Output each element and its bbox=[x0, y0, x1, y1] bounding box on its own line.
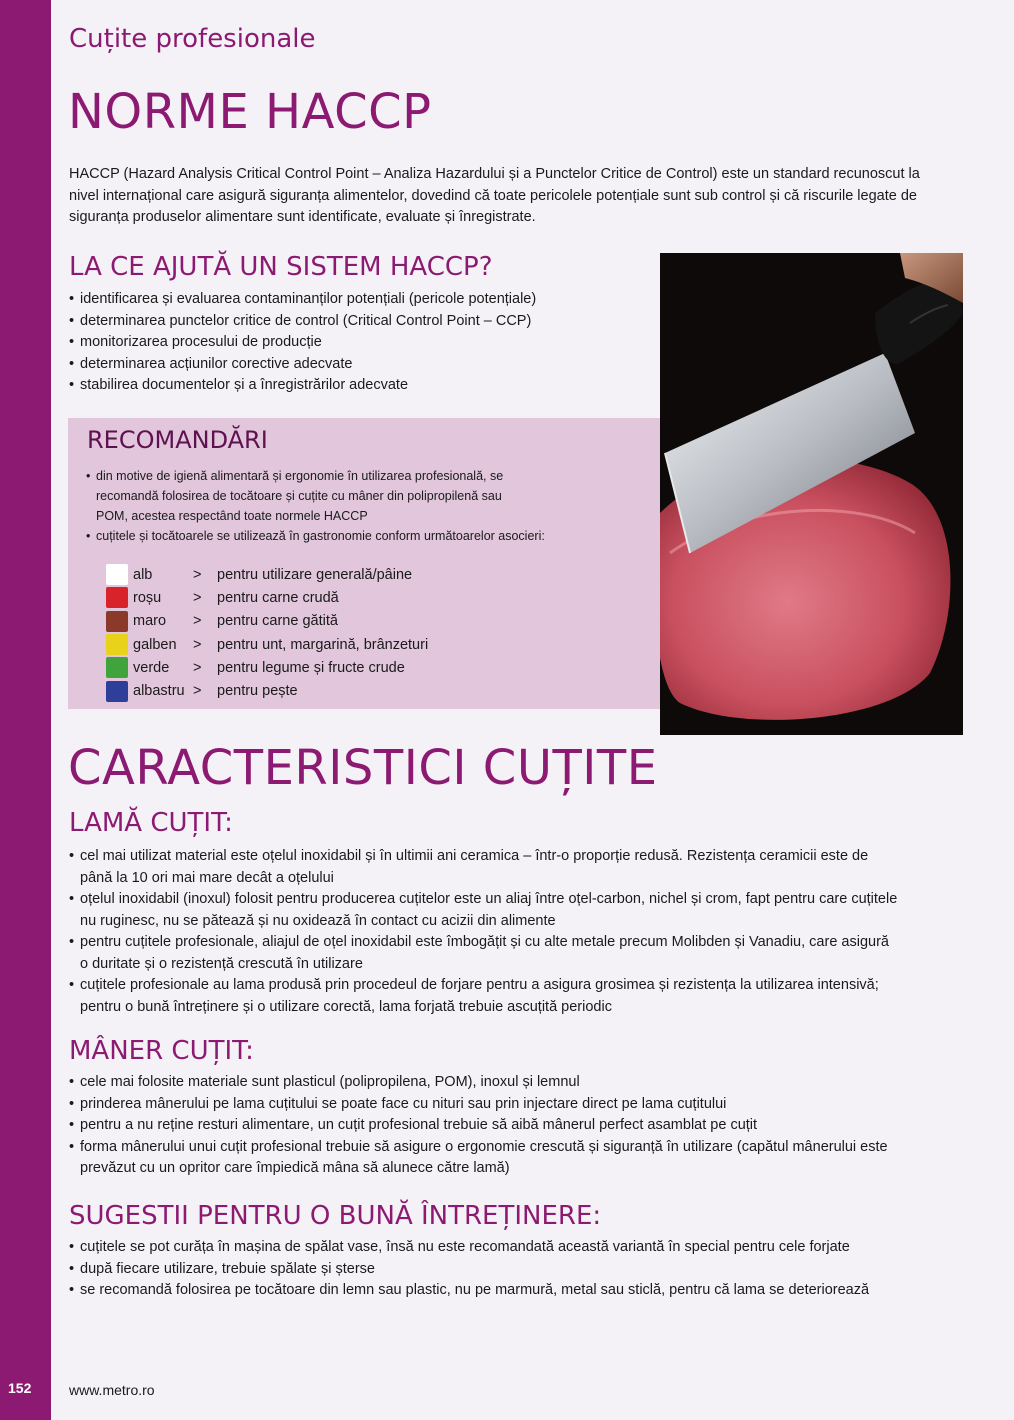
list-item: • stabilirea documentelor și a înregistrărilor adecvate bbox=[69, 375, 659, 397]
care-list bbox=[69, 1237, 949, 1302]
handle-title: MÂNER CUȚIT: bbox=[69, 1036, 254, 1066]
page-number: 152 bbox=[8, 1380, 32, 1396]
recommendation-item: • din motive de igienă alimentară și ergonomie în utilizarea profesională, se recomandă folosirea de tocătoare și cuțite cu mâner din polipropilenă sau POM, acestea respectând toate normele HACCP bbox=[86, 466, 536, 526]
color-swatch-icon bbox=[106, 634, 128, 655]
list-item: • prinderea mânerului pe lama cuțitului se poate face cu nituri sau prin injectare direct pe lama cuțitului bbox=[69, 1094, 899, 1116]
list-item: • oțelul inoxidabil (inoxul) folosit pentru producerea cuțitelor este un aliaj între oțel-carbon, nichel și crom, fapt pentru care cuțitele nu ruginesc, nu se pătează și nu oxidează în contact cu acizii din alimente bbox=[69, 889, 899, 932]
color-swatch-icon bbox=[106, 611, 128, 632]
color-code-row bbox=[106, 679, 428, 702]
color-use: pentru carne crudă bbox=[217, 589, 339, 606]
color-name: roșu bbox=[133, 589, 162, 606]
blade-title: LAMĂ CUȚIT: bbox=[69, 808, 233, 838]
color-arrow: > bbox=[193, 566, 202, 583]
list-item: • pentru cuțitele profesionale, aliajul de oțel inoxidabil este îmbogățit și cu alte metale precum Molibden și Vanadiu, care asigură o duritate și o rezistență crescută în utilizare bbox=[69, 932, 899, 975]
knife-meat-illustration bbox=[660, 253, 963, 735]
color-use: pentru legume și fructe crude bbox=[217, 659, 405, 676]
recommendations-box bbox=[68, 418, 660, 709]
list-item: • cele mai folosite materiale sunt plasticul (polipropilena, POM), inoxul și lemnul bbox=[69, 1072, 899, 1094]
list-item: • după fiecare utilizare, trebuie spălate și șterse bbox=[69, 1259, 949, 1281]
list-item: • pentru a nu reține resturi alimentare, un cuțit profesional trebuie să aibă mânerul perfect asamblat pe cuțit bbox=[69, 1115, 899, 1137]
color-swatch-icon bbox=[106, 681, 128, 702]
color-use: pentru carne gătită bbox=[217, 613, 338, 630]
haccp-help-list bbox=[69, 289, 659, 397]
color-use: pentru unt, margarină, brânzeturi bbox=[217, 636, 429, 653]
list-item: • monitorizarea procesului de producție bbox=[69, 332, 659, 354]
list-item: • cuțitele profesionale au lama produsă prin procedeul de forjare pentru a asigura grosimea și rezistența la utilizarea intensivă; pentru o bună întreținere și o utilizare corectă, lama forjată trebuie ascuțită periodic bbox=[69, 975, 899, 1018]
recommendations-title: RECOMANDĂRI bbox=[87, 426, 268, 454]
color-code-row bbox=[106, 563, 428, 586]
color-swatch-icon bbox=[106, 587, 128, 608]
haccp-intro: HACCP (Hazard Analysis Critical Control Point – Analiza Hazardului și a Punctelor Critice de Control) este un standard recunoscut la nivel internațional care asigură siguranța alimentelor, dovedind că toate pericolele potențiale sunt sub control și că riscurile legate de siguranța produselor alimentare sunt identificate, evaluate și înregistrate. bbox=[69, 166, 920, 225]
haccp-title: NORME HACCP bbox=[68, 84, 432, 140]
list-item: • cel mai utilizat material este oțelul inoxidabil și în ultimii ani ceramica – într-o proporție redusă. Rezistența ceramicii este de până la 10 ori mai mare decât a oțelului bbox=[69, 846, 899, 889]
color-arrow: > bbox=[193, 683, 202, 700]
handle-list bbox=[69, 1072, 899, 1180]
list-item: • determinarea punctelor critice de control (Critical Control Point – CCP) bbox=[69, 311, 659, 333]
color-swatch-icon bbox=[106, 564, 128, 585]
color-name: maro bbox=[133, 613, 167, 630]
color-name: galben bbox=[133, 636, 177, 653]
color-code-row bbox=[106, 610, 428, 633]
blade-list bbox=[69, 846, 899, 1018]
list-item: • identificarea și evaluarea contaminanților potențiali (pericole potențiale) bbox=[69, 289, 659, 311]
color-name: verde bbox=[133, 659, 170, 676]
recommendations-list bbox=[86, 466, 646, 546]
list-item: • se recomandă folosirea pe tocătoare din lemn sau plastic, nu pe marmură, metal sau sticlă, pentru că lama se deteriorează bbox=[69, 1280, 949, 1302]
color-use: pentru pește bbox=[217, 683, 298, 700]
color-code-list bbox=[106, 563, 428, 703]
care-title: SUGESTII PENTRU O BUNĂ ÎNTREȚINERE: bbox=[69, 1201, 602, 1231]
color-code-row bbox=[106, 656, 428, 679]
color-use: pentru utilizare generală/pâine bbox=[217, 566, 413, 583]
color-name: albastru bbox=[133, 683, 185, 700]
color-arrow: > bbox=[193, 589, 202, 606]
color-name: alb bbox=[133, 566, 153, 583]
color-swatch-icon bbox=[106, 657, 128, 678]
color-code-row bbox=[106, 586, 428, 609]
page-sidebar bbox=[0, 0, 51, 1420]
list-item: • cuțitele se pot curăța în mașina de spălat vase, însă nu este recomandată această variantă în special pentru cele forjate bbox=[69, 1237, 949, 1259]
color-arrow: > bbox=[193, 613, 202, 630]
color-arrow: > bbox=[193, 636, 202, 653]
list-item: • determinarea acțiunilor corective adecvate bbox=[69, 354, 659, 376]
recommendation-item: • cuțitele și tocătoarele se utilizează în gastronomie conform următoarelor asocieri: bbox=[86, 526, 646, 546]
characteristics-title: CARACTERISTICI CUȚITE bbox=[68, 740, 658, 796]
haccp-help-title: LA CE AJUTĂ UN SISTEM HACCP? bbox=[69, 252, 493, 282]
list-item: • forma mânerului unui cuțit profesional trebuie să asigure o ergonomie crescută și siguranță în utilizare (capătul mânerului este prevăzut cu un opritor care împiedică mâna să alunece către lamă) bbox=[69, 1137, 899, 1180]
color-arrow: > bbox=[193, 659, 202, 676]
section-label: Cuțite profesionale bbox=[69, 24, 316, 54]
footer-url: www.metro.ro bbox=[69, 1382, 155, 1398]
knife-cutting-meat-photo bbox=[660, 253, 963, 735]
color-code-row bbox=[106, 633, 428, 656]
